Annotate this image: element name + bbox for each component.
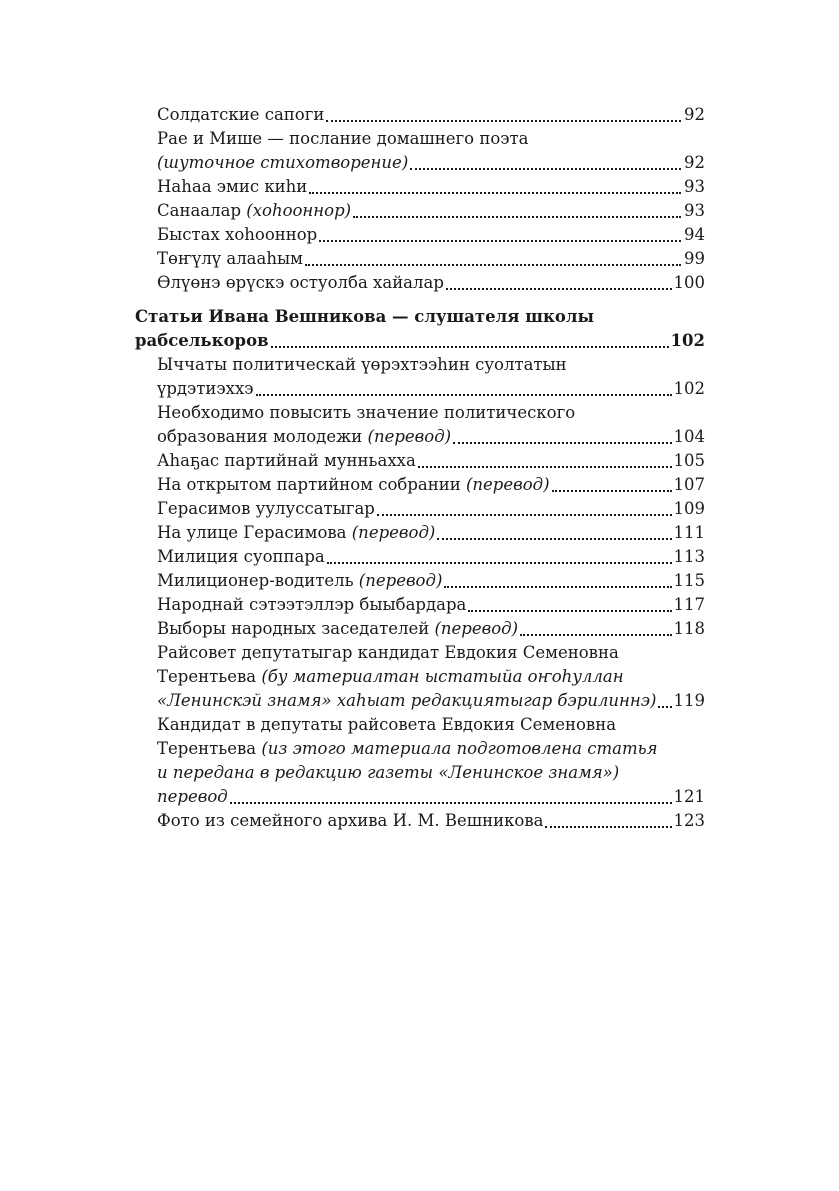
toc-line-text (157, 401, 575, 425)
dot-leader (552, 490, 672, 492)
toc-title-text: үрдэтиэххэ (157, 379, 254, 398)
toc-line (135, 785, 705, 809)
toc-entry (135, 247, 705, 271)
toc-entry (135, 127, 705, 175)
page-number: 99 (684, 249, 705, 268)
toc-line-text (157, 425, 451, 449)
toc-entry (135, 641, 705, 713)
page-number: 92 (684, 105, 705, 124)
toc-line (135, 641, 705, 665)
dot-leader (327, 562, 672, 564)
toc-line-text (157, 377, 254, 401)
dot-leader (309, 192, 681, 194)
toc-line (135, 569, 705, 593)
toc-title-text: Наһаа эмис киһи (157, 177, 308, 196)
toc-line-text (157, 689, 656, 713)
toc-italic-note: (шуточное стихотворение) (157, 153, 409, 172)
toc-title-text: Төҥүлү алааһым (157, 249, 303, 268)
dot-leader (305, 264, 681, 266)
toc-title-text: Рае и Мише — послание домашнего поэта (157, 129, 529, 148)
toc-entry (135, 103, 705, 127)
toc-entry (135, 449, 705, 473)
toc-entry (135, 545, 705, 569)
toc-line (135, 247, 705, 271)
table-of-contents (135, 103, 705, 833)
dot-leader (520, 634, 671, 636)
toc-line (135, 689, 705, 713)
dot-leader (326, 120, 681, 122)
toc-line-text (157, 103, 324, 127)
toc-title-text: Терентьева (157, 667, 262, 686)
toc-line-text (157, 247, 303, 271)
toc-italic-note: «Ленинскэй знамя» хаһыат редакциятыгар бэрилиннэ) (157, 691, 657, 710)
toc-title-text: На улице Герасимова (157, 523, 352, 542)
page-number: 111 (673, 523, 705, 542)
page-number: 105 (673, 451, 705, 470)
toc-entry (135, 353, 705, 401)
toc-line-text (157, 785, 228, 809)
toc-line (135, 271, 705, 295)
toc-line (135, 473, 705, 497)
page-number: 102 (673, 379, 705, 398)
toc-line (135, 199, 705, 223)
toc-title-text: образования молодежи (157, 427, 368, 446)
toc-line-text (157, 545, 325, 569)
toc-line (135, 425, 705, 449)
toc-line (135, 737, 705, 761)
toc-title-text: Милиционер-водитель (157, 571, 359, 590)
toc-line (135, 401, 705, 425)
toc-italic-note: (перевод) (434, 619, 519, 638)
toc-line-text (157, 175, 307, 199)
toc-title-text: Ыччаты политическай үөрэхтээһин суолтатын (157, 355, 567, 374)
toc-line-text (157, 497, 375, 521)
toc-title-text: Статьи Ивана Вешникова — слушателя школы (135, 307, 595, 326)
toc-line (135, 127, 705, 151)
toc-line (135, 665, 705, 689)
toc-line (135, 809, 705, 833)
toc-line (135, 151, 705, 175)
toc-line-text (157, 617, 518, 641)
toc-line-text (135, 329, 269, 353)
toc-entry (135, 175, 705, 199)
toc-italic-note: (перевод) (351, 523, 436, 542)
toc-line-text (157, 271, 444, 295)
toc-italic-note: (хоһооннор) (246, 201, 352, 220)
dot-leader (468, 610, 671, 612)
toc-title-text: Герасимов уулуссатыгар (157, 499, 375, 518)
page-number: 100 (673, 273, 705, 292)
toc-title-text: Быстах хоһооннор (157, 225, 318, 244)
toc-title-text: Фото из семейного архива И. М. Вешникова (157, 811, 544, 830)
toc-title-text: На открытом партийном собрании (157, 475, 466, 494)
toc-entry (135, 271, 705, 295)
dot-leader (444, 586, 671, 588)
toc-entry (135, 593, 705, 617)
toc-italic-note: (перевод) (465, 475, 550, 494)
page-number: 107 (673, 475, 705, 494)
toc-line (135, 761, 705, 785)
toc-entry (135, 473, 705, 497)
toc-title-text: Кандидат в депутаты райсовета Евдокия Семеновна (157, 715, 617, 734)
page-number: 93 (684, 177, 705, 196)
toc-line-text (157, 449, 416, 473)
dot-leader (446, 288, 672, 290)
toc-title-text: Народнай сэтээтэллэр быыбардара (157, 595, 467, 614)
toc-line-text (157, 151, 408, 175)
toc-line (135, 329, 705, 353)
page-number: 121 (673, 787, 705, 806)
toc-italic-note: (перевод) (367, 427, 452, 446)
page-number: 92 (684, 153, 705, 172)
toc-title-text: Аһаҕас партийнай мунньахха (157, 451, 416, 470)
page-number: 102 (670, 331, 705, 350)
toc-line (135, 377, 705, 401)
page-number: 93 (684, 201, 705, 220)
toc-italic-note: (из этого материала подготовлена статья (261, 739, 658, 758)
toc-line (135, 223, 705, 247)
toc-line-text (157, 199, 351, 223)
toc-italic-note: и передана в редакцию газеты «Ленинское знамя») (157, 763, 620, 782)
toc-line (135, 353, 705, 377)
toc-line-text (157, 761, 619, 785)
dot-leader (353, 216, 681, 218)
dot-leader (230, 802, 672, 804)
toc-line (135, 713, 705, 737)
dot-leader (658, 706, 671, 708)
page-number: 109 (673, 499, 705, 518)
toc-entry (135, 401, 705, 449)
page-number: 117 (673, 595, 705, 614)
dot-leader (256, 394, 672, 396)
page-number: 104 (673, 427, 705, 446)
toc-line-text (157, 641, 619, 665)
dot-leader (453, 442, 671, 444)
dot-leader (418, 466, 672, 468)
dot-leader (271, 346, 669, 348)
toc-line-text (157, 713, 616, 737)
toc-entry (135, 809, 705, 833)
toc-line-text (157, 809, 543, 833)
toc-italic-note: перевод (157, 787, 228, 806)
toc-line (135, 449, 705, 473)
toc-entry (135, 569, 705, 593)
toc-entry (135, 497, 705, 521)
toc-entry (135, 521, 705, 545)
toc-line (135, 593, 705, 617)
toc-line (135, 103, 705, 127)
toc-title-text: Солдатские сапоги (157, 105, 325, 124)
toc-line-text (157, 569, 442, 593)
toc-title-text: Выборы народных заседателей (157, 619, 435, 638)
toc-line-text (157, 127, 529, 151)
toc-line (135, 521, 705, 545)
page-number: 119 (673, 691, 705, 710)
toc-title-text: Райсовет депутатыгар кандидат Евдокия Семеновна (157, 643, 619, 662)
toc-line-text (157, 473, 550, 497)
toc-entry (135, 199, 705, 223)
toc-line-text (135, 305, 594, 329)
toc-title-text: Милиция суоппара (157, 547, 325, 566)
toc-title-text: Терентьева (157, 739, 262, 758)
toc-line-text (157, 353, 567, 377)
dot-leader (377, 514, 672, 516)
toc-title-text: Необходимо повысить значение политического (157, 403, 576, 422)
toc-line-text (157, 737, 658, 761)
toc-line-text (157, 665, 624, 689)
dot-leader (319, 240, 681, 242)
toc-title-text: Санаалар (157, 201, 247, 220)
toc-line (135, 175, 705, 199)
dot-leader (437, 538, 671, 540)
toc-section-heading (135, 305, 705, 353)
toc-title-text: рабселькоров (135, 331, 269, 350)
toc-line-text (157, 593, 466, 617)
toc-entry (135, 713, 705, 809)
toc-line-text (157, 223, 317, 247)
dot-leader (545, 826, 671, 828)
toc-line (135, 305, 705, 329)
toc-line-text (157, 521, 435, 545)
toc-title-text: Өлүөнэ өрүскэ остуолба хайалар (157, 273, 444, 292)
page-number: 115 (673, 571, 705, 590)
page-number: 113 (673, 547, 705, 566)
toc-line (135, 545, 705, 569)
page-number: 123 (673, 811, 705, 830)
toc-line (135, 617, 705, 641)
toc-line (135, 497, 705, 521)
toc-italic-note: (бу материалтан ыстатыйа оҥоһуллан (261, 667, 624, 686)
dot-leader (410, 168, 681, 170)
toc-italic-note: (перевод) (358, 571, 443, 590)
page-number: 118 (673, 619, 705, 638)
toc-entry (135, 223, 705, 247)
page-number: 94 (684, 225, 705, 244)
toc-entry (135, 617, 705, 641)
